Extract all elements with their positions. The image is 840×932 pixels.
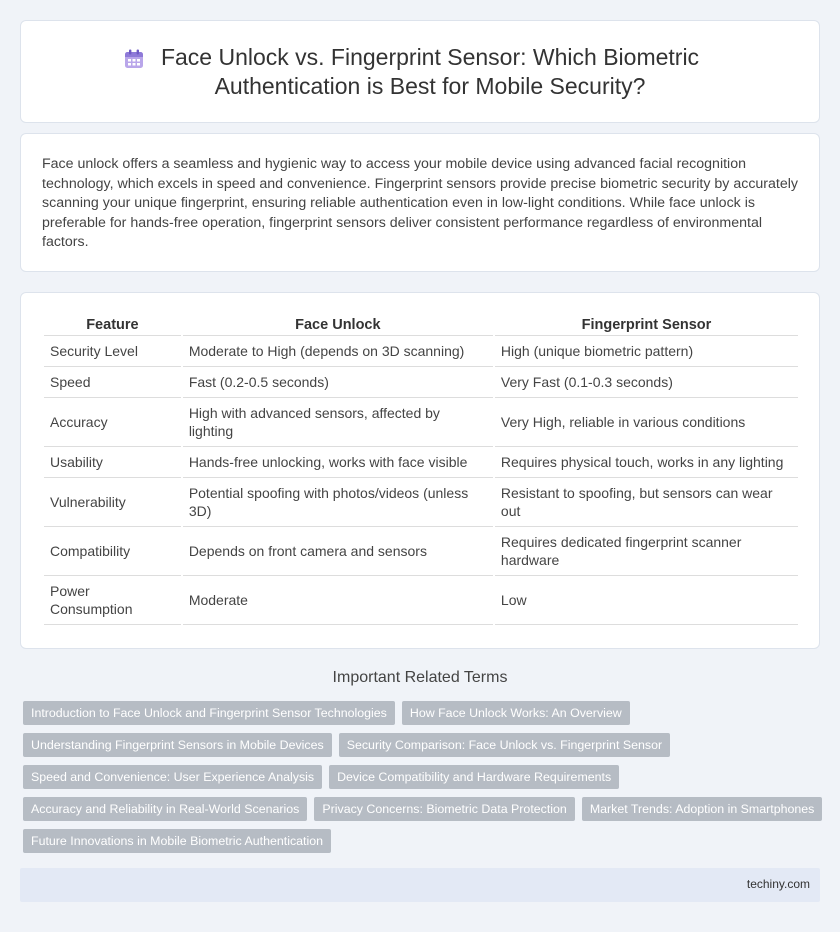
related-term-tag[interactable]: Security Comparison: Face Unlock vs. Fingerprint Sensor xyxy=(339,733,670,757)
intro-card xyxy=(20,133,820,272)
fingerprint-cell: Very High, reliable in various conditions xyxy=(495,398,798,447)
related-term-tag[interactable]: Device Compatibility and Hardware Requirements xyxy=(329,765,619,789)
related-term-tag[interactable]: Market Trends: Adoption in Smartphones xyxy=(582,797,823,821)
fingerprint-cell: Resistant to spoofing, but sensors can wear out xyxy=(495,478,798,527)
table-row xyxy=(44,398,798,447)
feature-cell: Accuracy xyxy=(44,398,181,447)
face-unlock-cell: Fast (0.2-0.5 seconds) xyxy=(183,367,493,398)
intro-paragraph: Face unlock offers a seamless and hygienic way to access your mobile device using advanced facial recognition technology, which excels in speed and convenience. Fingerprint sensors provide precise biometric security by accurately scanning your unique fingerprint, ensuring reliable authentication even in low-light conditions. While face unlock is preferable for hands-free operation, fingerprint sensors deliver consistent performance regardless of environmental factors. xyxy=(42,156,798,251)
table-row xyxy=(44,527,798,576)
header-fingerprint-sensor: Fingerprint Sensor xyxy=(495,314,798,336)
face-unlock-cell: Depends on front camera and sensors xyxy=(183,527,493,576)
feature-cell: Security Level xyxy=(44,336,181,367)
face-unlock-cell: Moderate xyxy=(183,576,493,625)
face-unlock-cell: High with advanced sensors, affected by lighting xyxy=(183,398,493,447)
footer-site-link[interactable]: techiny.com xyxy=(746,877,810,891)
feature-cell: Vulnerability xyxy=(44,478,181,527)
related-term-tag[interactable]: Understanding Fingerprint Sensors in Mobile Devices xyxy=(23,733,332,757)
feature-cell: Usability xyxy=(44,447,181,478)
fingerprint-cell: Very Fast (0.1-0.3 seconds) xyxy=(495,367,798,398)
face-unlock-cell: Potential spoofing with photos/videos (unless 3D) xyxy=(183,478,493,527)
feature-cell: Speed xyxy=(44,367,181,398)
header-face-unlock: Face Unlock xyxy=(183,314,493,336)
feature-cell: Compatibility xyxy=(44,527,181,576)
header-feature: Feature xyxy=(44,314,181,336)
table-header-row xyxy=(44,314,798,336)
table-row xyxy=(44,367,798,398)
related-term-tag[interactable]: Introduction to Face Unlock and Fingerprint Sensor Technologies xyxy=(23,701,395,725)
fingerprint-cell: Requires dedicated fingerprint scanner hardware xyxy=(495,527,798,576)
related-term-tag[interactable]: Privacy Concerns: Biometric Data Protection xyxy=(314,797,574,821)
fingerprint-cell: Low xyxy=(495,576,798,625)
table-row xyxy=(44,576,798,625)
related-term-tag[interactable]: Future Innovations in Mobile Biometric Authentication xyxy=(23,829,331,853)
title-card xyxy=(20,20,820,123)
comparison-table xyxy=(42,314,800,625)
table-row xyxy=(44,447,798,478)
comparison-table-card xyxy=(20,292,820,649)
fingerprint-cell: Requires physical touch, works in any lighting xyxy=(495,447,798,478)
table-row xyxy=(44,336,798,367)
table-row xyxy=(44,478,798,527)
related-term-tag[interactable]: How Face Unlock Works: An Overview xyxy=(402,701,630,725)
related-term-tag[interactable]: Accuracy and Reliability in Real-World Scenarios xyxy=(23,797,307,821)
feature-cell: Power Consumption xyxy=(44,576,181,625)
face-unlock-cell: Moderate to High (depends on 3D scanning) xyxy=(183,336,493,367)
related-terms-list xyxy=(23,701,815,861)
face-unlock-cell: Hands-free unlocking, works with face visible xyxy=(183,447,493,478)
related-terms-heading: Important Related Terms xyxy=(332,669,508,686)
related-term-tag[interactable]: Speed and Convenience: User Experience Analysis xyxy=(23,765,322,789)
fingerprint-cell: High (unique biometric pattern) xyxy=(495,336,798,367)
footer xyxy=(20,868,820,902)
page-title: Face Unlock vs. Fingerprint Sensor: Which Biometric Authentication is Best for Mobile Security? xyxy=(160,43,700,99)
